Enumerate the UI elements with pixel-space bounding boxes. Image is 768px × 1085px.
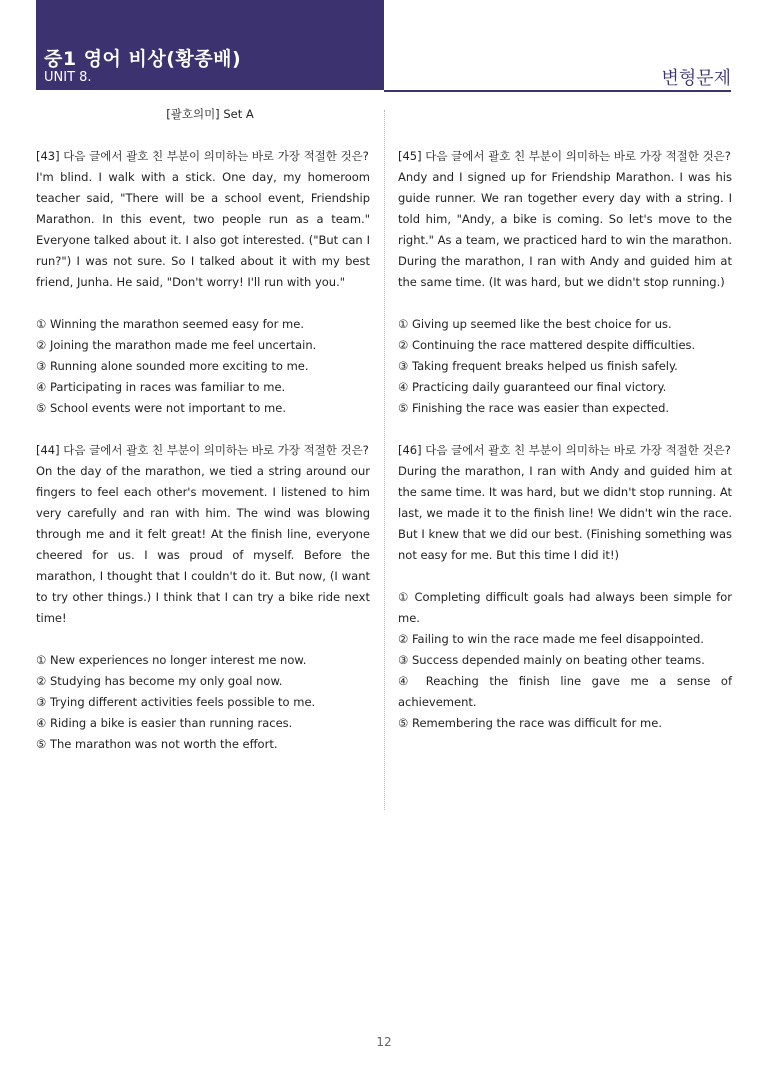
answer-option[interactable]: ④ Participating in races was familiar to me. [36, 380, 286, 394]
answer-option[interactable]: ① Completing difficult goals had always been simple for me. [398, 590, 732, 625]
question-46 [398, 440, 732, 734]
left-column [36, 146, 370, 776]
page-number: 12 [376, 1035, 392, 1049]
answer-option[interactable]: ⑤ School events were not important to me. [36, 401, 286, 415]
question-stem: [44] 다음 글에서 괄호 친 부분이 의미하는 바로 가장 적절한 것은? [36, 443, 369, 457]
answer-option[interactable]: ⑤ Finishing the race was easier than expected. [398, 401, 670, 415]
answer-options [398, 314, 732, 419]
answer-options [36, 650, 370, 755]
question-stem: [45] 다음 글에서 괄호 친 부분이 의미하는 바로 가장 적절한 것은? [398, 149, 731, 163]
answer-option[interactable]: ① Winning the marathon seemed easy for me. [36, 317, 304, 331]
answer-option[interactable]: ③ Taking frequent breaks helped us finish safely. [398, 359, 678, 373]
column-divider [384, 110, 385, 810]
section-label: 변형문제 [661, 68, 731, 89]
answer-option[interactable]: ③ Trying different activities feels possible to me. [36, 695, 316, 709]
question-44 [36, 440, 370, 755]
question-43 [36, 146, 370, 419]
answer-option[interactable]: ② Joining the marathon made me feel uncertain. [36, 338, 317, 352]
header-unit: UNIT 8. [44, 70, 92, 85]
answer-option[interactable]: ② Continuing the race mattered despite difficulties. [398, 338, 696, 352]
answer-option[interactable]: ⑤ Remembering the race was difficult for me. [398, 716, 662, 730]
answer-options [398, 587, 732, 734]
question-passage: Andy and I signed up for Friendship Marathon. I was his guide runner. We ran together every day with a string. I told him, "Andy, a bike is coming. So let's move to the right." As a team, we practiced hard to win the marathon. During the marathon, I ran with Andy and guided him at the same time. (It was hard, but we didn't stop running.) [398, 170, 732, 289]
header-rule [384, 90, 731, 92]
set-title: [괄호의미] Set A [166, 107, 254, 121]
answer-option[interactable]: ② Studying has become my only goal now. [36, 674, 283, 688]
question-passage: During the marathon, I ran with Andy and guided him at the same time. It was hard, but we didn't stop running. At last, we made it to the finish line! We didn't win the race. But I knew that we did our best. (Finishing something was not easy for me. But this time I did it!) [398, 464, 732, 562]
answer-option[interactable]: ① New experiences no longer interest me now. [36, 653, 307, 667]
question-stem: [46] 다음 글에서 괄호 친 부분이 의미하는 바로 가장 적절한 것은? [398, 443, 731, 457]
header-banner [36, 0, 384, 90]
answer-option[interactable]: ④ Reaching the finish line gave me a sense of achievement. [398, 674, 732, 709]
question-passage: I'm blind. I walk with a stick. One day, my homeroom teacher said, "There will be a school event, Friendship Marathon. In this event, two people run as a team." Everyone talked about it. I also got interested. ("But can I run?") I was not sure. So I talked about it with my best friend, Junha. He said, "Don't worry! I'll run with you." [36, 170, 370, 289]
question-45 [398, 146, 732, 419]
answer-options [36, 314, 370, 419]
answer-option[interactable]: ③ Success depended mainly on beating other teams. [398, 653, 705, 667]
header-title: 중1 영어 비상(황종배) [44, 48, 242, 70]
right-column [398, 146, 732, 755]
answer-option[interactable]: ③ Running alone sounded more exciting to me. [36, 359, 309, 373]
answer-option[interactable]: ④ Practicing daily guaranteed our final victory. [398, 380, 667, 394]
answer-option[interactable]: ② Failing to win the race made me feel disappointed. [398, 632, 704, 646]
question-stem: [43] 다음 글에서 괄호 친 부분이 의미하는 바로 가장 적절한 것은? [36, 149, 369, 163]
answer-option[interactable]: ⑤ The marathon was not worth the effort. [36, 737, 278, 751]
answer-option[interactable]: ④ Riding a bike is easier than running races. [36, 716, 293, 730]
answer-option[interactable]: ① Giving up seemed like the best choice for us. [398, 317, 672, 331]
question-passage: On the day of the marathon, we tied a string around our fingers to feel each other's movement. I listened to him very carefully and ran with him. The wind was blowing through me and it felt great! At the finish line, everyone cheered for us. I was proud of myself. Before the marathon, I thought that I couldn't do it. But now, (I want to try other things.) I think that I can try a bike ride next time! [36, 464, 370, 625]
